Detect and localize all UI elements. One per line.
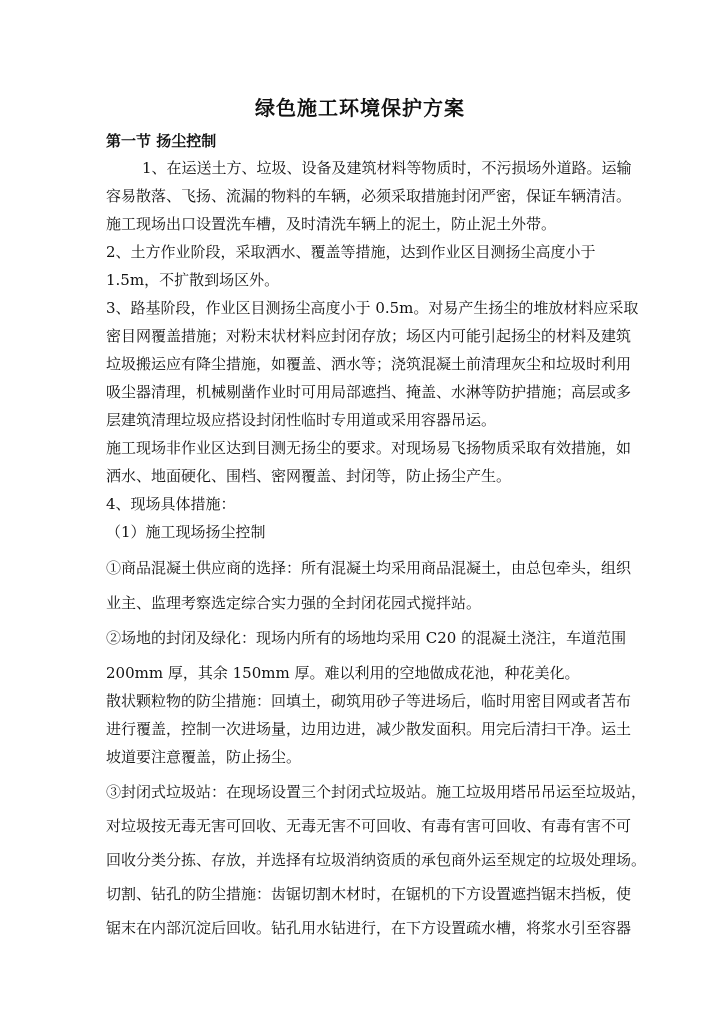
- paragraph-line: 密目网覆盖措施；对粉末状材料应封闭存放；场区内可能引起扬尘的材料及建筑: [106, 327, 632, 345]
- section-heading: 第一节 扬尘控制: [106, 132, 217, 150]
- paragraph-line: 进行覆盖，控制一次进场量，边用边进，减少散发面积。用完后清扫干净。运土: [106, 720, 632, 738]
- paragraph-line: 施工现场出口设置洗车槽，及时清洗车辆上的泥土，防止泥土外带。: [106, 215, 557, 233]
- paragraph-line: 垃圾搬运应有降尘措施，如覆盖、洒水等；浇筑混凝土前清理灰尘和垃圾时利用: [106, 355, 632, 373]
- paragraph-line: ②场地的封闭及绿化：现场内所有的场地均采用 C20 的混凝土浇注，车道范围: [106, 629, 627, 647]
- paragraph-line: 层建筑清理垃圾应搭设封闭性临时专用道或采用容器吊运。: [106, 411, 497, 429]
- paragraph-line: 散状颗粒物的防尘措施：回填土，砌筑用砂子等进场后，临时用密目网或者苫布: [106, 692, 632, 710]
- paragraph-line: ①商品混凝土供应商的选择：所有混凝土均采用商品混凝土，由总包牵头，组织: [106, 559, 632, 577]
- paragraph-line: 回收分类分拣、存放，并选择有垃圾消纳资质的承包商外运至规定的垃圾处理场。: [106, 851, 647, 869]
- paragraph-line: （1）施工现场扬尘控制: [106, 523, 266, 541]
- paragraph-line: 切割、钻孔的防尘措施：齿锯切割木材时，在锯机的下方设置遮挡锯末挡板，使: [106, 885, 632, 903]
- paragraph-line: 1、在运送土方、垃圾、设备及建筑材料等物质时，不污损场外道路。运输: [142, 159, 632, 177]
- paragraph-line: 2、土方作业阶段，采取洒水、覆盖等措施，达到作业区目测扬尘高度小于: [106, 243, 596, 261]
- paragraph-line: ③封闭式垃圾站：在现场设置三个封闭式垃圾站。施工垃圾用塔吊吊运至垃圾站，: [106, 783, 647, 801]
- paragraph-line: 施工现场非作业区达到目测无扬尘的要求。对现场易飞扬物质采取有效措施，如: [106, 439, 632, 457]
- paragraph-line: 坡道要注意覆盖，防止扬尘。: [106, 748, 302, 766]
- paragraph-line: 1.5m，不扩散到场区外。: [106, 271, 280, 289]
- paragraph-line: 容易散落、飞扬、流漏的物料的车辆，必须采取措施封闭严密，保证车辆清洁。: [106, 187, 632, 205]
- paragraph-line: 洒水、地面硬化、围档、密网覆盖、封闭等，防止扬尘产生。: [106, 467, 512, 485]
- paragraph-line: 200mm 厚，其余 150mm 厚。难以利用的空地做成花池，种花美化。: [106, 664, 580, 682]
- paragraph-line: 3、路基阶段，作业区目测扬尘高度小于 0.5m。对易产生扬尘的堆放材料应采取: [106, 299, 639, 317]
- paragraph-line: 4、现场具体措施：: [106, 495, 236, 513]
- paragraph-line: 对垃圾按无毒无害可回收、无毒无害不可回收、有毒有害可回收、有毒有害不可: [106, 817, 632, 835]
- paragraph-line: 锯末在内部沉淀后回收。钻孔用水钻进行，在下方设置疏水槽，将浆水引至容器: [106, 919, 632, 937]
- document-title: 绿色施工环境保护方案: [255, 96, 465, 120]
- paragraph-line: 业主、监理考察选定综合实力强的全封闭花园式搅拌站。: [106, 594, 482, 612]
- paragraph-line: 吸尘器清理，机械剔凿作业时可用局部遮挡、掩盖、水淋等防护措施；高层或多: [106, 383, 632, 401]
